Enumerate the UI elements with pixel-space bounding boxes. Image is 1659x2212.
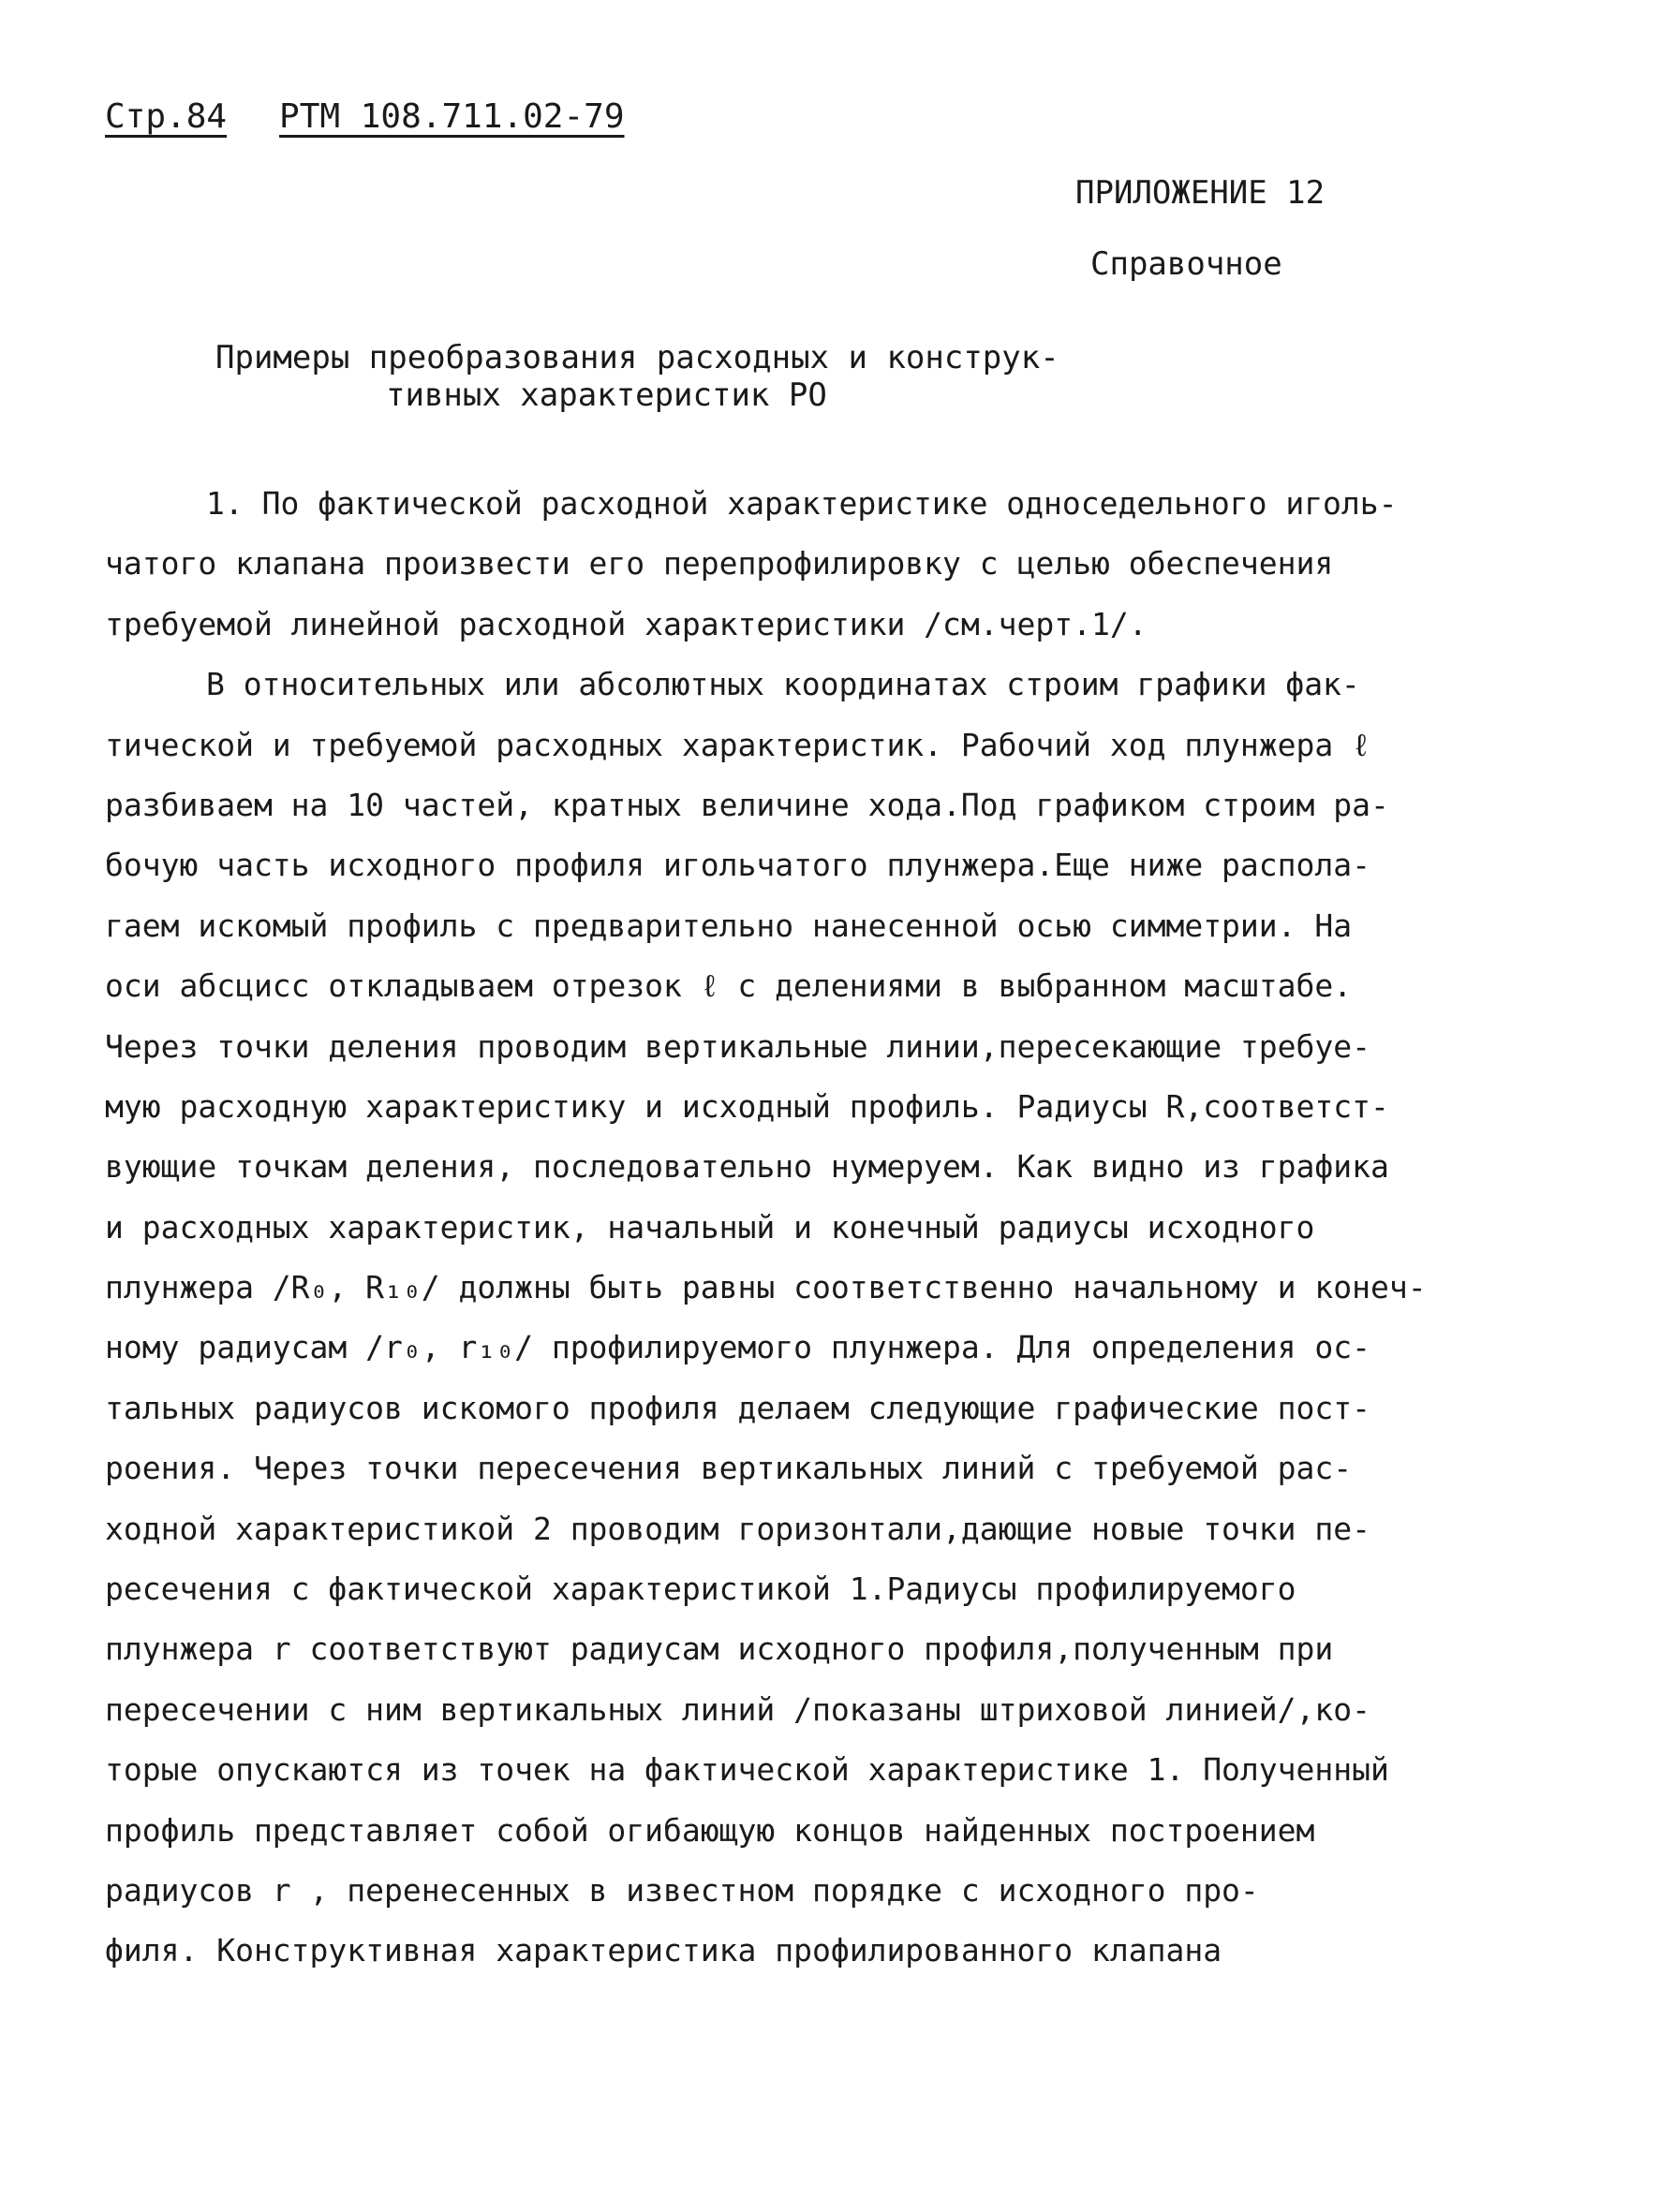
text-line: тальных радиусов искомого профиля делаем следующие графические пост- (105, 1389, 1371, 1426)
text-line: гаем искомый профиль с предварительно нанесенной осью симметрии. На (105, 907, 1353, 944)
text-line: торые опускаются из точек на фактической характеристике 1. Полученный (105, 1751, 1389, 1789)
text-line: филя. Конструктивная характеристика профилированного клапана (105, 1932, 1222, 1969)
text-line: плунжера r соответствуют радиусам исходного профиля,полученным при (105, 1630, 1334, 1668)
appendix-subtitle: Справочное (1090, 245, 1282, 283)
heading-line-2: тивных характеристик РО (386, 376, 827, 414)
heading-line-1: Примеры преобразования расходных и конструк- (215, 339, 1059, 376)
text-line: тической и требуемой расходных характеристик. Рабочий ход плунжера ℓ (105, 726, 1370, 763)
appendix-title: ПРИЛОЖЕНИЕ 12 (1075, 174, 1326, 212)
body-text (105, 474, 1576, 1982)
text-line: бочую часть исходного профиля игольчатого плунжера.Еще ниже распола- (105, 847, 1371, 884)
text-line: ходной характеристикой 2 проводим горизонтали,дающие новые точки пе- (105, 1510, 1371, 1547)
document-code: РТМ 108.711.02-79 (279, 97, 625, 136)
text-line: 1. По фактической расходной характеристике односедельного иголь- (206, 485, 1398, 522)
text-line: плунжера /R₀, R₁₀/ должны быть равны соответственно начальному и конеч- (105, 1269, 1427, 1306)
text-line: требуемой линейной расходной характеристики /см.черт.1/. (105, 605, 1148, 642)
text-line: ному радиусам /r₀, r₁₀/ профилируемого плунжера. Для определения ос- (105, 1329, 1371, 1366)
text-line: профиль представляет собой огибающую концов найденных построением (105, 1811, 1315, 1849)
text-line: оси абсцисс откладываем отрезок ℓ с делениями в выбранном масштабе. (105, 967, 1353, 1005)
section-heading (215, 339, 1059, 414)
text-line: пересечении с ним вертикальных линий /показаны штриховой линией/,ко- (105, 1690, 1371, 1728)
text-line: чатого клапана произвести его перепрофилировку с целью обеспечения (105, 545, 1334, 582)
text-line: В относительных или абсолютных координатах строим графики фак- (206, 666, 1360, 703)
text-line: вующие точкам деления, последовательно нумеруем. Как видно из графика (105, 1148, 1389, 1186)
page-header (105, 97, 625, 136)
text-line: роения. Через точки пересечения вертикальных линий с требуемой рас- (105, 1450, 1353, 1487)
text-line: мую расходную характеристику и исходный профиль. Радиусы R,соответст- (105, 1087, 1389, 1125)
text-line: Через точки деления проводим вертикальные линии,пересекающие требуе- (105, 1027, 1371, 1065)
text-line: ресечения с фактической характеристикой 1.Радиусы профилируемого (105, 1571, 1296, 1608)
text-line: разбиваем на 10 частей, кратных величине хода.Под графиком строим ра- (105, 786, 1389, 823)
text-line: и расходных характеристик, начальный и конечный радиусы исходного (105, 1208, 1315, 1246)
text-line: радиусов r , перенесенных в известном порядке с исходного про- (105, 1871, 1259, 1909)
page-number: Стр.84 (105, 97, 228, 136)
